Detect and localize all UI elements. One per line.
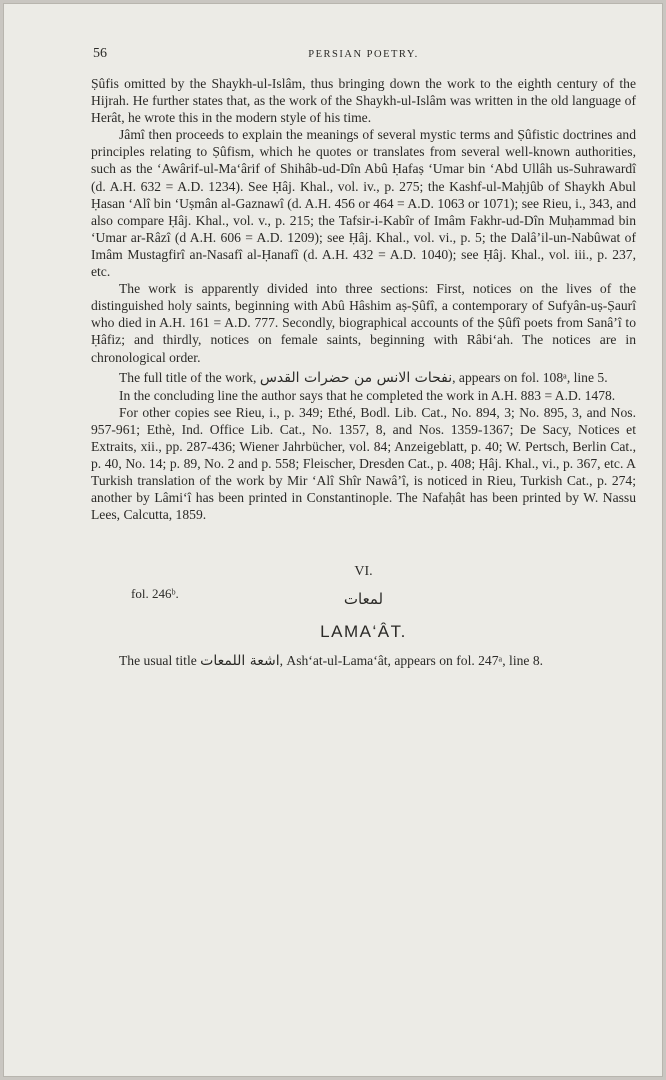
running-head — [91, 45, 636, 65]
full-title-text-start: The full title of the work, — [119, 369, 260, 385]
book-page — [3, 3, 663, 1077]
usual-title-text-end: , Ash‘at-ul-Lama‘ât, appears on fol. 247ᵃ, line 8. — [279, 652, 544, 668]
paragraph-other-copies: For other copies see Rieu, i., p. 349; Ethé, Bodl. Lib. Cat., No. 894, 3; No. 895, 3, and Nos. 957-961; Ethè, Ind. Office Lib. Cat., No. 1357, 8, and Nos. 1359-1367; De Sacy, Notices et Extraits, xii., pp. 287-436; Wiener Jahrbücher, vol. 84; Anzeigeblatt, p. 40; W. Pertsch, Berlin Cat., p. 40, No. 14; p. 89, No. 2 and p. 558; Fleischer, Dresden Cat., p. 408; Ḥâj. Khal., vi., p. 367, etc. A Turkish translation of the work by Mir ‘Alî Shîr Nawâ’î, is noticed in Rieu, Turkish Cat., p. 274; another by Lâmi‘î has been printed in Constantinople. The Nafaḥât has been printed by W. Nassu Lees, Calcutta, 1859. — [91, 404, 636, 523]
paragraph-usual-title — [91, 652, 636, 670]
section-heading: LAMA‘ÂT. — [320, 621, 407, 641]
paragraph-completion: In the concluding line the author says that he completed the work in A.H. 883 = A.D. 1478. — [119, 387, 616, 403]
paragraph-continuation: Ṣûfis omitted by the Shaykh-ul-Islâm, thus bringing down the work to the eighth century of the Hijrah. He further states that, as the work of the Shaykh-ul-Islâm was written in the old language of Herât, he wrote this in the modern style of his time. — [91, 76, 636, 126]
usual-title-text-start: The usual title — [119, 652, 201, 668]
full-title-text-end: , appears on fol. 108ᵃ, line 5. — [452, 369, 608, 385]
page-content — [91, 45, 636, 670]
usual-title-arabic: اشعة اللمعات — [200, 652, 280, 669]
full-title-arabic: نفحات الانس من حضرات القدس — [259, 369, 453, 386]
paragraph-full-title — [91, 369, 636, 387]
running-title: PERSIAN POETRY. — [308, 49, 419, 60]
page-number: 56 — [93, 46, 107, 61]
folio-reference: fol. 246ᵇ. — [131, 586, 179, 602]
paragraph-mystic-terms: Jâmî then proceeds to explain the meanings of several mystic terms and Ṣûfistic doctrines and principles relating to Ṣûfism, which he quotes or translates from several well-known authorities, such as the ‘Awârif-ul-Ma‘ârif of Shihâb-ud-Dîn Abû Ḥafaṣ ‘Umar bin ‘Abd Ullâh us-Suhrawardî (d. A.H. 632 = A.D. 1234). See Ḥâj. Khal., vol. iv., p. 275; the Kashf-ul-Maḥjûb of Shaykh Abul Ḥasan ‘Alî bin ‘Uṣmân al-Gaznawî (d. A.H. 456 or 464 = A.D. 1063 or 1071); see Rieu, i., 343, and also compare Ḥâj. Khal., vol. v., p. 215; the Tafsir-i-Kabîr of Imâm Fakhr-ud-Dîn Muḥammad bin ‘Umar ar-Râzî (d A.H. 606 = A.D. 1209); see Ḥâj. Khal., vol. vi., p. 5; the Dalâ’il-un-Nabûwat of Imâm Mustagfirî an-Nasafî al-Ḥanafî (d. A.H. 432 = A.D. 1040); see Ḥâj. Khal., vol. iii., p. 237, etc. — [91, 127, 636, 280]
section-roman-numeral: VI. — [354, 564, 373, 580]
paragraph-sections: The work is apparently divided into three sections: First, notices on the lives of the distinguished holy saints, beginning with Abû Hâshim aṣ-Ṣûfî, a contemporary of Sufyân-uṣ-Ṣaurî who died in A.H. 161 = A.D. 777. Secondly, biographical accounts of the Ṣûfî poets from Sanâ’î to Ḥâfiz; and thirdly, notices on female saints, beginning with Râbi‘ah. The notices are in chronological order. — [91, 281, 636, 365]
section-arabic-title: لمعات — [343, 590, 384, 609]
